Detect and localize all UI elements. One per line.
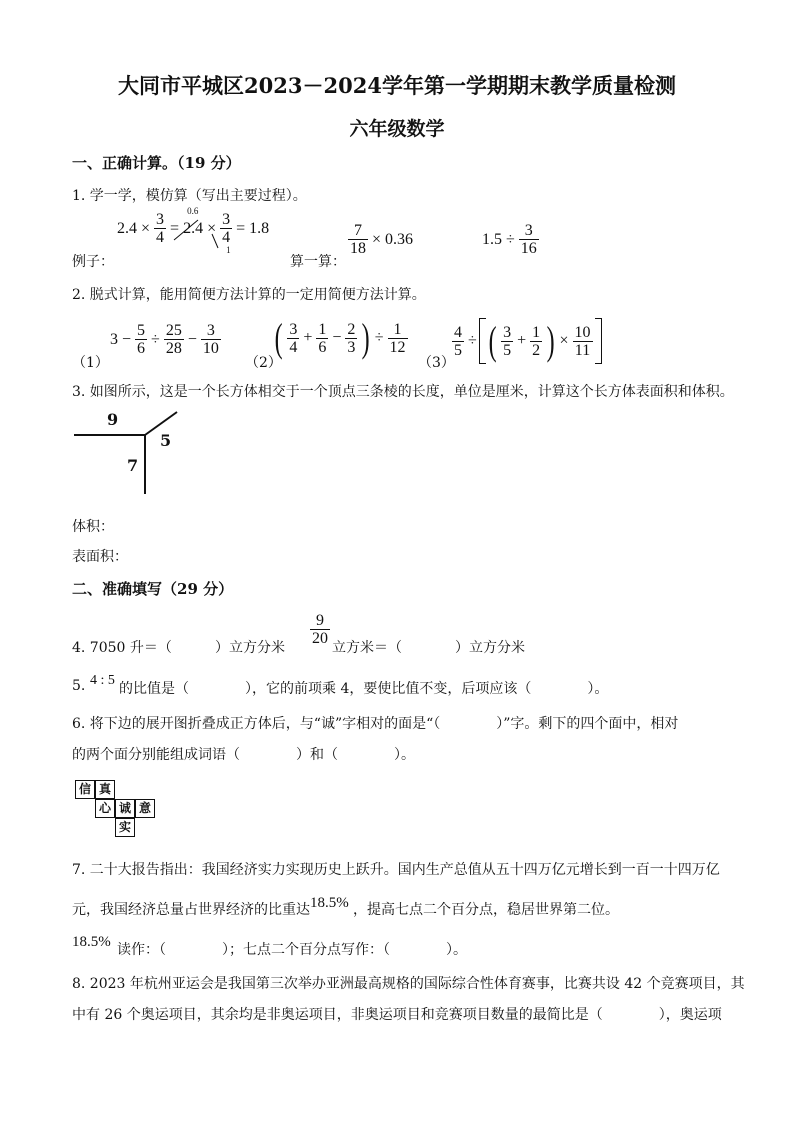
fraction-numerator: 5 [137,322,146,339]
try-label: 算一算： [290,254,346,270]
fraction-numerator: 1 [318,320,327,338]
times-sign: × [141,219,151,237]
cube-face: 真 [95,780,115,799]
fraction [310,612,330,647]
question-4-suffix: ）立方分米 [455,640,525,656]
surface-area-label: 表面积： [72,549,128,565]
edge-label-a: 9 [107,410,119,429]
question-6-line-1: 6. 将下边的展开图折叠成正方体后，与“诚”字相对的面是“（ ）”字。剩下的四个面中，相对 [72,716,679,732]
left-bracket [479,318,486,364]
question-1-prompt: 1. 学一学，模仿算（写出主要过程）。 [72,188,307,204]
fraction-denominator: 10 [202,340,219,357]
fraction-numerator: 10 [574,323,591,341]
edge-label-c: 7 [127,456,139,475]
fraction [164,322,184,357]
problem-1-expression [108,322,223,357]
fraction-denominator: 5 [454,341,462,359]
crossed-a: 2.4 [183,219,204,237]
right-paren: ) [546,318,555,363]
cube-face: 诚 [115,799,135,818]
exercise-2 [480,222,541,257]
reduced-top: 0.6 [187,205,199,216]
fraction-numerator: 3 [503,323,512,341]
fraction-denominator: 12 [389,338,406,356]
fraction [388,321,408,356]
minus-sign: − [187,330,197,348]
fraction [573,324,593,359]
question-7-line-2a: 元，我国经济总量占世界经济的比重达 [72,902,310,918]
fraction-denominator: 5 [503,341,512,359]
example-result: = 1.8 [236,219,270,237]
question-6-line-2: 的两个面分别能组成词语（ ）和（ ）。 [72,747,415,763]
crossed-denominator: 4 [222,229,231,246]
problem-3-label: （3） [418,355,455,371]
left-paren: ( [488,318,497,363]
question-4-after: 立方米＝（ [332,640,402,656]
question-5-ratio: 4 : 5 [90,673,115,688]
cuboid-edges-figure [72,408,192,500]
example-label: 例子： [72,254,114,270]
question-4-mid: ）立方分米 [215,640,285,656]
fraction-numerator: 7 [348,222,368,240]
fraction-numerator: 3 [156,211,165,228]
section-2-heading: 二、准确填写（29 分） [72,580,234,598]
fraction-numerator: 9 [310,612,330,630]
reduced-bottom: 1 [226,245,231,255]
fraction-numerator: 2 [347,320,356,338]
question-5-text: 的比值是（ ），它的前项乘 4，要使比值不变，后项应该（ ）。 [119,681,609,697]
fraction [201,322,221,357]
cube-face: 信 [75,780,95,799]
fraction-numerator: 3 [222,211,231,228]
fraction [287,321,299,356]
divide-sign: ÷ [374,329,384,346]
fraction-denominator: 6 [137,340,146,357]
fraction [154,211,166,246]
cube-face: 实 [115,818,135,837]
percent-value: 18.5% [310,895,349,911]
divide-sign: ÷ [151,330,160,348]
percent-value: 18.5% [72,934,111,950]
problem-1-label: （1） [72,355,109,371]
fraction-numerator: 3 [289,320,298,338]
fraction [530,324,542,359]
times-sign: × [207,219,217,237]
right-paren: ) [362,315,371,360]
equals-sign: = [170,219,180,237]
problem-3-expression [450,318,602,364]
page-subtitle: 六年级数学 [349,118,445,140]
exercise-1-rest: × 0.36 [372,230,414,248]
fraction [348,222,368,257]
fraction [345,321,357,356]
question-8-line-2: 中有 26 个奥运项目，其余均是非奥运项目，非奥运项目和竞赛项目数量的最简比是（ ），奥运项 [72,1007,722,1023]
fraction-denominator: 6 [318,338,327,356]
page-title: 大同市平城区2023－2024学年第一学期期末教学质量检测 [118,73,676,98]
times-sign: × [559,332,569,349]
cancel-stroke-b [212,234,218,248]
fraction [501,324,513,359]
fraction-numerator: 4 [454,323,462,341]
divide-sign: ÷ [468,332,477,349]
fraction-denominator: 18 [350,240,366,257]
fraction-denominator: 28 [165,340,182,357]
example-a: 2.4 [117,219,137,237]
fraction-denominator: 2 [532,341,541,359]
left-paren: ( [274,315,283,360]
question-7-line-2b: ，提高七点二个百分点，稳居世界第二位。 [353,902,619,918]
edge-label-b: 5 [160,431,172,450]
question-7-line-3: 读作：（ ）；七点二个百分点写作：（ ）。 [117,942,467,958]
plus-sign: + [517,332,527,349]
volume-label: 体积： [72,519,114,535]
question-7-line-1: 7. 二十大报告指出：我国经济实力实现历史上跃升。国内生产总值从五十四万亿元增长到一百一十四万亿 [72,862,720,878]
question-3-prompt: 3. 如图所示，这是一个长方体相交于一个顶点三条棱的长度，单位是厘米，计算这个长方体表面积和体积。 [72,384,734,400]
fraction-denominator: 3 [347,338,356,356]
fraction-numerator: 25 [165,322,182,339]
exercise-1 [346,222,415,257]
fraction-numerator: 3 [519,222,539,240]
fraction [519,222,539,257]
right-bracket [595,318,602,364]
fraction-denominator: 20 [312,630,328,647]
plus-sign: + [303,329,313,346]
fraction-numerator: 3 [201,322,221,340]
question-4-prefix: 4. 7050 升＝（ [72,640,172,656]
question-2-prompt: 2. 脱式计算，能用简便方法计算的一定用简便方法计算。 [72,287,426,303]
fraction-denominator: 4 [289,338,298,356]
problem-2-expression [272,315,410,360]
section-1-heading: 一、正确计算。（19 分） [72,154,241,172]
question-4-fraction [308,612,332,647]
fraction-denominator: 11 [574,341,591,359]
fraction-denominator: 4 [156,229,165,246]
cancel-strokes [172,210,232,255]
fraction-denominator: 16 [520,240,537,257]
fraction-numerator: 1 [388,321,408,339]
fraction [452,324,464,359]
exercise-2-lead: 1.5 ÷ [482,230,515,248]
cube-face: 意 [135,799,155,818]
fraction-numerator: 1 [532,323,541,341]
problem-2-label: （2） [245,355,282,371]
question-5-prefix: 5. [72,678,86,694]
cube-face: 心 [95,799,115,818]
cancel-stroke-a [174,220,198,240]
lead: 3 − [110,330,132,348]
question-8-line-1: 8. 2023 年杭州亚运会是我国第三次举办亚洲最高规格的国际综合性体育赛事，比赛共设 42 个竞赛项目，其 [72,976,745,992]
minus-sign: − [332,329,342,346]
fraction [316,321,328,356]
fraction [135,322,147,357]
